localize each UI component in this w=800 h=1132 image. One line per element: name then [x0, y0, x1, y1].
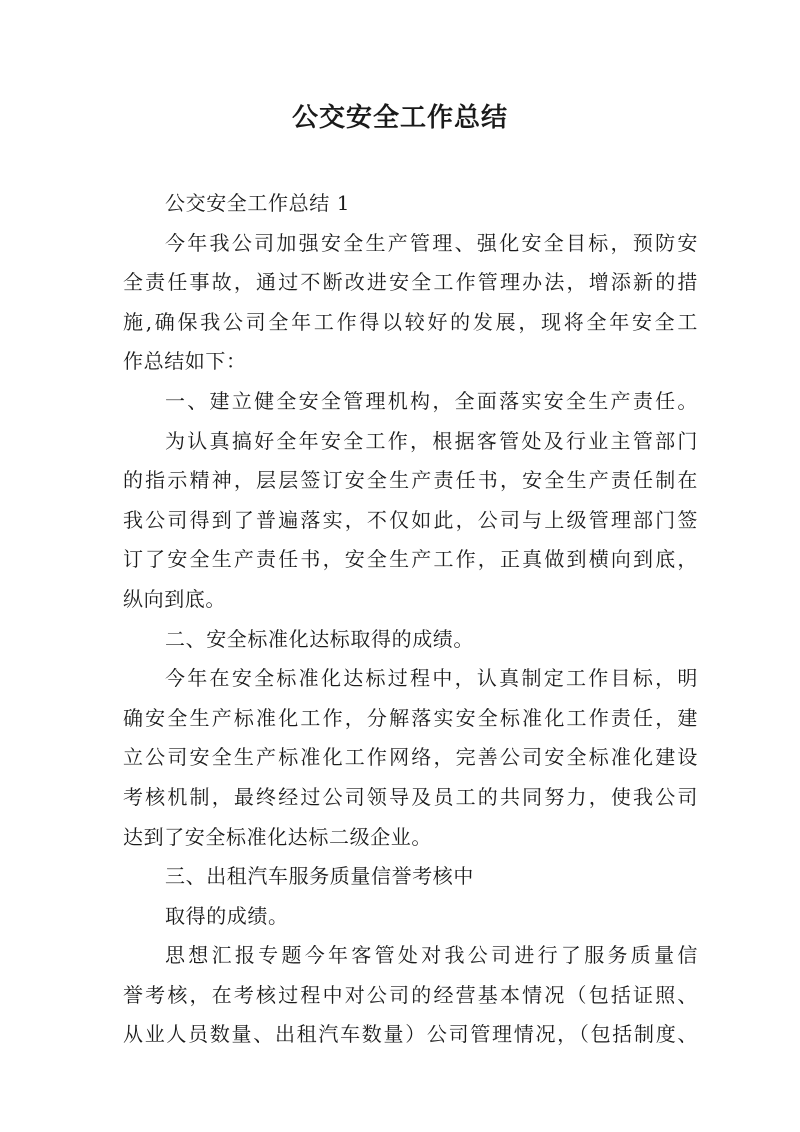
paragraph-line: 誉考核，在考核过程中对公司的经营基本情况（包括证照、	[123, 982, 698, 1007]
paragraph-line: 思想汇报专题今年客管处对我公司进行了服务质量信	[165, 943, 698, 968]
document-title: 公交安全工作总结	[291, 103, 508, 133]
section-heading: 二、安全标准化达标取得的成绩。	[165, 626, 474, 651]
paragraph-line: 立公司安全生产标准化工作网络，完善公司安全标准化建设	[123, 745, 698, 770]
paragraph-line: 考核机制，最终经过公司领导及员工的共同努力，使我公司	[123, 784, 698, 809]
paragraph-line: 达到了安全标准化达标二级企业。	[123, 824, 432, 849]
paragraph-line: 今年我公司加强安全生产管理、强化安全目标，预防安	[165, 230, 698, 255]
paragraph-line: 从业人员数量、出租汽车数量）公司管理情况，（包括制度、	[123, 1022, 698, 1047]
section-heading: 公交安全工作总结 1	[165, 191, 351, 215]
paragraph-line: 我公司得到了普遍落实，不仅如此，公司与上级管理部门签	[123, 507, 698, 532]
paragraph-line: 订了安全生产责任书，安全生产工作，正真做到横向到底，	[123, 547, 698, 572]
document-body	[123, 184, 698, 1055]
section-heading: 一、建立健全安全管理机构，全面落实安全生产责任。	[165, 388, 698, 413]
section-heading: 取得的成绩。	[165, 903, 289, 928]
paragraph-line: 确安全生产标准化工作，分解落实安全标准化工作责任，建	[123, 705, 698, 730]
paragraph-line: 的指示精神，层层签订安全生产责任书，安全生产责任制在	[123, 468, 698, 493]
section-heading: 三、出租汽车服务质量信誉考核中	[165, 864, 474, 889]
paragraph-line: 全责任事故，通过不断改进安全工作管理办法，增添新的措	[123, 270, 698, 295]
paragraph-line: 作总结如下：	[123, 349, 247, 374]
paragraph-line: 今年在安全标准化达标过程中，认真制定工作目标，明	[165, 666, 698, 691]
paragraph-line: 施,确保我公司全年工作得以较好的发展，现将全年安全工	[123, 309, 698, 334]
paragraph-line: 纵向到底。	[123, 586, 226, 611]
paragraph-line: 为认真搞好全年安全工作，根据客管处及行业主管部门	[165, 428, 698, 453]
